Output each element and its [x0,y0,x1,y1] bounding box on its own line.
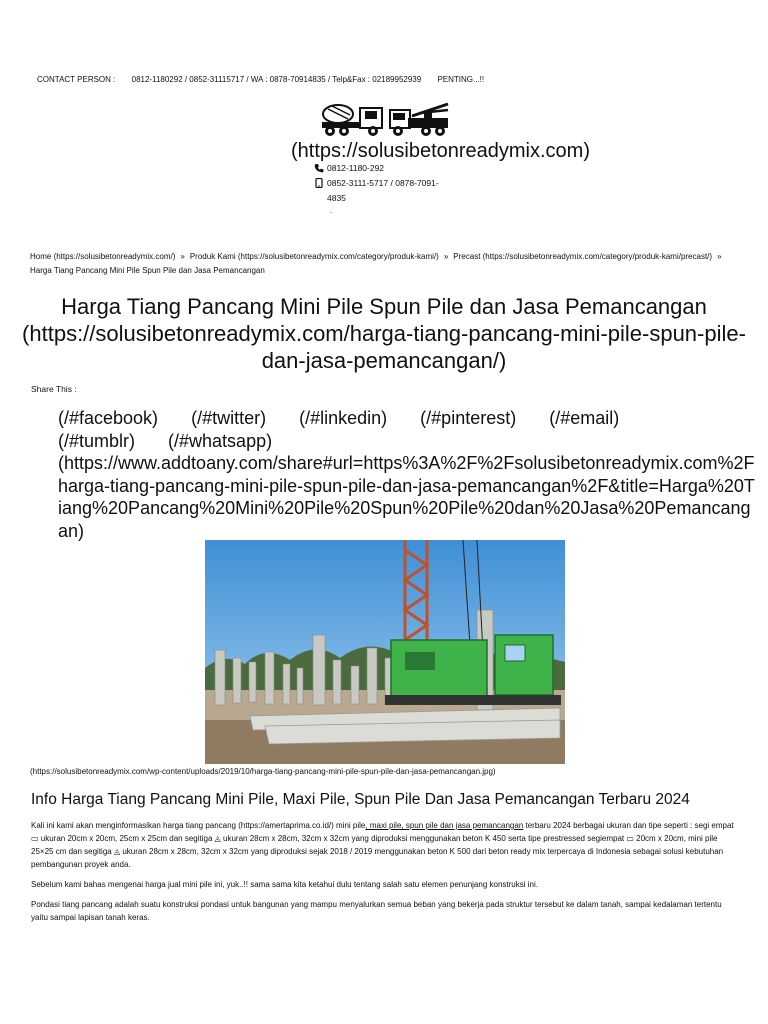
concrete-truck-icon[interactable] [320,100,452,138]
share-pinterest-link[interactable]: (/#pinterest) [420,408,517,428]
breadcrumb-home[interactable]: Home (https://solusibetonreadymix.com/) [30,252,176,261]
breadcrumb [30,250,730,278]
article-image[interactable] [205,540,565,764]
share-facebook-link[interactable]: (/#facebook) [58,408,159,428]
phone-line-2[interactable] [314,176,444,206]
addtoany-url: (https://www.addtoany.com/share#url=https%3A%2F%2Fsolusibetonreadymix.com%2Fharga-tiang-pancang-mini-pile-spun-pile-dan-jasa-pemancangan%2F&title=Harga%20Tiang%20Pancang%20Mini%20Pile%20Spun%20Pile%20dan%20Jasa%20Pemancangan) [58,453,755,541]
paragraph-1 [31,819,736,871]
share-email-link[interactable]: (/#email) [549,408,620,428]
paragraph-3: Pondasi tiang pancang adalah suatu konstruksi pondasi untuk bangunan yang mampu menyalurkan semua beban yang bekerja pada struktur tersebut ke dalam tanah, sampai kedalaman tertentu yaitu sampai lapisan tanah keras. [31,900,722,922]
breadcrumb-produk[interactable]: Produk Kami (https://solusibetonreadymix.com/category/produk-kami/) [189,252,439,261]
breadcrumb-separator: » [443,252,449,261]
article-subheading: Info Harga Tiang Pancang Mini Pile, Maxi Pile, Spun Pile Dan Jasa Pemancangan Terbaru 2024 [31,791,690,808]
share-tumblr-link[interactable]: (/#tumblr) [58,430,136,451]
site-url-link[interactable]: (https://solusibetonreadymix.com) [291,140,591,162]
phone-list [314,161,444,206]
image-caption[interactable]: (https://solusibetonreadymix.com/wp-content/uploads/2019/10/harga-tiang-pancang-mini-pile-spun-pile-dan-jasa-pemancangan.jpg) [30,767,496,776]
share-linkedin-link[interactable]: (/#linkedin) [299,408,388,428]
share-label: Share This : [31,384,77,394]
share-addtoany-link[interactable] [34,452,758,542]
phone-icon [314,163,324,173]
paragraph-1-end: terbaru 2024 berbagai ukuran dan tipe seperti : segi empat ▭ ukuran 20cm x 20cm, 25cm x 25cm dan segitiga ◬ ukuran 28cm x 28cm, 32cm x 32cm yang diproduksi menggunakan beton K 450 serta tipe prestressed segiempat ▭ 20cm x 20cm, mini pile 25×25 cm dan segitiga ◬ ukuran 28cm x 28cm, 32cm x 32cm yang diproduksi sejak 2018 / 2019 menggunakan beton K 500 dari beton ready mix terpercaya di Indonesia sebagai solusi kebutuhan pembangunan proyek anda. [31,821,734,869]
breadcrumb-precast[interactable]: Precast (https://solusibetonreadymix.com/category/produk-kami/precast/) [453,252,713,261]
paragraph-2: Sebelum kami bahas mengenai harga jual mini pile ini, yuk..!! sama sama kita ketahui dulu tentang salah satu elemen penunjang konstruksi ini. [31,880,538,889]
contact-numbers: 0812-1180292 / 0852-31115717 / WA : 0878-70914835 / Telp&Fax : 02189952939 [131,75,422,84]
mobile-icon [314,178,324,188]
maxi-pile-link[interactable]: , maxi pile, spun pile dan jasa pemancangan [365,821,524,830]
contact-bar [37,75,498,84]
breadcrumb-separator: » [180,252,185,261]
phone-number-2: 0852-3111-5717 / 0878-7091-4835 [327,178,439,203]
breadcrumb-separator: » [717,252,722,261]
phone-number-1: 0812-1180-292 [327,163,385,173]
share-links [34,407,768,542]
paragraph-1-start: Kali ini kami akan menginformasikan harga tiang pancang (https://amertaprima.co.id/) mini pile [31,821,366,830]
breadcrumb-current: Harga Tiang Pancang Mini Pile Spun Pile dan Jasa Pemancangan [30,266,265,275]
dot-marker: . [330,206,333,215]
page-title[interactable]: Harga Tiang Pancang Mini Pile Spun Pile dan Jasa Pemancangan (https://solusibetonreadymix.com/harga-tiang-pancang-mini-pile-spun-pile-dan-jasa-pemancangan/) [22,294,746,373]
contact-label: CONTACT PERSON : [37,75,116,84]
share-whatsapp-link[interactable]: (/#whatsapp) [168,430,273,451]
share-twitter-link[interactable]: (/#twitter) [191,408,267,428]
phone-line-1[interactable] [314,161,444,176]
contact-note: PENTING...!! [437,75,485,84]
